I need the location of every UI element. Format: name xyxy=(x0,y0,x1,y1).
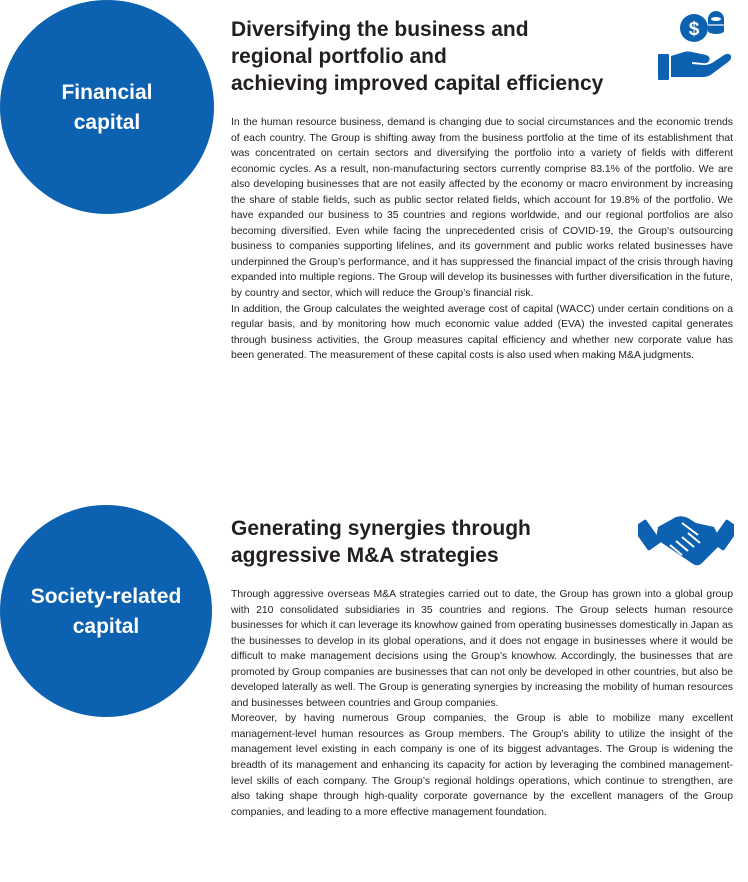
financial-capital-badge xyxy=(0,0,214,214)
paragraph: In addition, the Group calculates the weighted average cost of capital (WACC) under certain conditions on a regular basis, and by monitoring how much economic value added (EVA) the invested capital generates through business activities, the Group measures capital efficiency and whether new corporate value has been generated. The measurement of these capital costs is also used when making M&A judgments. xyxy=(231,303,733,362)
society-related-capital-body xyxy=(231,587,733,820)
society-related-capital-badge xyxy=(0,505,212,717)
paragraph: Through aggressive overseas M&A strategies carried out to date, the Group has grown into a global group with 210 consolidated subsidiaries in 35 countries and regions. The Group selects human resource businesses for which it can leverage its knowhow gained from operating businesses domestically in Japan as the businesses to develop in its global operations, and it does not engage in businesses where it would be difficult to make management decisions using the Group’s knowhow. Accordingly, the businesses that are promoted by Group companies are businesses that can not only be developed in other countries, but also be developed laterally as well. The Group is generating synergies by increasing the mobility of human resources and businesses between countries and Group companies. xyxy=(231,589,733,709)
svg-text:$: $ xyxy=(688,19,700,40)
society-related-capital-section xyxy=(0,505,748,882)
financial-capital-label: Financial capital xyxy=(61,81,153,134)
paragraph: In the human resource business, demand is changing due to social circumstances and the economic trends of each country. The Group is shifting away from the business portfolio at the time of its establishment that was concentrated on certain sectors and diversifying the portfolio into a variety of fields with different economic cycles. As a result, non-manufacturing sectors currently comprise 83.1% of the portfolio. We are also developing businesses that are not easily affected by the economy or macro environment by increasing the share of stable fields, such as public sector related fields, which account for 19.8% of the portfolio. We have expanded our business to 35 countries and regions worldwide, and our regional portfolios are also becoming diversified. Even while facing the unprecedented crisis of COVID-19, the Group’s outsourcing business to companies supporting lifelines, and its government and public works related businesses have underpinned the Group’s performance, and it has suppressed the financial impact of the crisis through having expanded into multiple regions. The Group will develop its businesses with further diversification in the future, by country and sector, which will reduce the Group’s financial risk. xyxy=(231,117,733,300)
hand-holding-dollar-coins-icon xyxy=(654,6,734,86)
society-related-capital-label: Society-related capital xyxy=(30,585,182,638)
society-related-capital-heading: Generating synergies through aggressive M&A strategies xyxy=(231,517,531,567)
paragraph: Moreover, by having numerous Group companies, the Group is able to mobilize many excellent management-level human resources as Group members. The Group’s ability to utilize the insight of the management level existing in each company is one of its biggest advantages. The Group is widening the breadth of its management and enhancing its capacity for action by leveraging the combined management-level skills of each company. The Group’s regional holdings operations, which continue to strengthen, are also taking shape through high-quality corporate governance by the excellent managers of the Group companies, and leading to a more effective management foundation. xyxy=(231,713,733,818)
financial-capital-heading: Diversifying the business and regional portfolio and achieving improved capital efficiency xyxy=(231,18,604,95)
financial-capital-body xyxy=(231,115,733,364)
handshake-icon xyxy=(638,509,734,571)
